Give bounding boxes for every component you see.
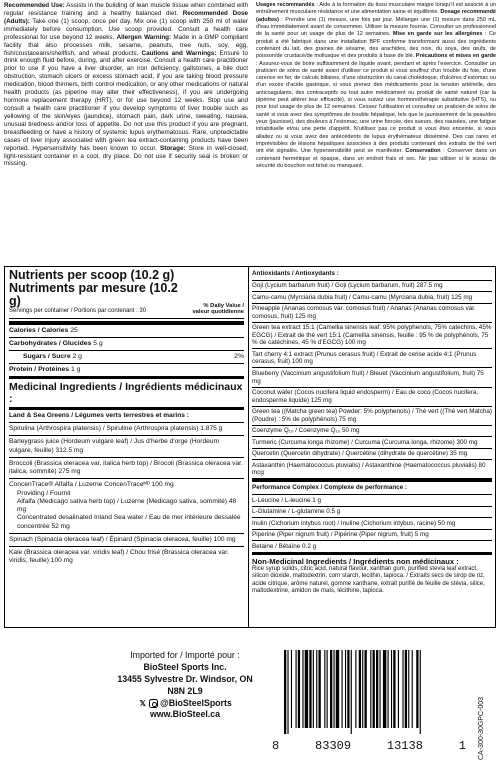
nutrition-header [9, 269, 244, 319]
antioxidant-row: Pineapple (Ananas comosus var. comosus fruit) / Ananas (Ananas comosus var. comosus, fruit) 125 mg [252, 304, 492, 323]
barcode [270, 650, 468, 753]
nutrition-medicinal-column [5, 267, 249, 627]
dosage-heading: Dosage recommandé (adultes) [256, 9, 496, 23]
performance-row: Betaine / Bétaïne 0.2 g [252, 542, 317, 550]
barcode-bar [298, 650, 300, 728]
sugars-row: Sugars / Sucre 2 g 2% [9, 351, 244, 364]
non-medicinal-title: Non-Medicinal Ingredients / Ingrédients non médicinaux : [252, 552, 492, 566]
barcode-bar [365, 650, 367, 728]
antioxidant-row: Green tea ((Matcha green tea) Powder: 5% polyphenols) / Thé vert ((Thé vert Matcha) (Poudre) : 5% de polyphénols) 75 mg [252, 407, 492, 426]
precautions-text: : Assurez-vous de boire suffisamment de liquide avant, pendant et après l'exercice. Consulter un praticien de soins de santé avant d'utiliser ce produit si vous souffrez d'un trouble du foie, d'une carence en fer, de calculs biliaires, d'une obstruction du canal cholédoque, d'ulcères d'estomac ou d'un excès d'acide gastrique, si vous prenez des médicaments pour la tension artérielle, des anticoagulants, des contraceptifs ou tout autre médicament ou produit de santé naturel (car la pipérine peut altérer leur efficacité), si vous suivez une hormonothérapie substitutive (HTS), ou pour tout usage de plus de 12 semaines. Cessez l'utilisation et consultez un praticien de soins de santé si vous avez des symptômes de trouble hépatique, tels que le jaunissement de la peau/des yeux (jaunisse), des douleurs à l'estomac, une urine foncée, des sueurs, des nausées, une fatigue inhabituelle et/ou une perte d'appétit. N'utilisez pas ce produit si vous êtes enceinte, si vous allaitez ou si vous avez des antécédents de lupus érythémateux disséminé. Des cas rares et imprévisibles de lésions hépatiques associées à des produits contenant des extraits de thé vert ont été signalés. Une hypersensibilité peut se manifester. [256, 60, 496, 155]
allergen-text: Made in a GMP compliant facility that also processes milk, sesame, peanuts, tree nuts, soy, egg, fish/crustaceans/shellfish, and wheat products. [4, 33, 248, 57]
x-icon: 𝕏 [139, 698, 146, 708]
usages-text: : Aide à la formation du tissu musculaire maigre lorsqu'il est associé à un entraînement musculaire résistance et une alimentation saine et équilibrée. [256, 2, 496, 16]
imported-for: Imported for / Importé pour : [130, 650, 240, 660]
barcode-bar [327, 650, 328, 728]
antioxidant-row: Goji (Lycium barbarum fruit) / Goji (Lycium barbarum, fruit) 287.5 mg [252, 281, 492, 293]
barcode-bar [302, 650, 303, 728]
website: www.BioSteel.ca [149, 709, 221, 720]
barcode-bar [355, 650, 356, 728]
barcode-bar [420, 650, 421, 734]
storage-text: Store in well-closed, light-resistant container in a cool, dry place. Do not use if security seal is broken or missing. [4, 144, 248, 168]
barcode-bar [398, 650, 399, 728]
barcode-bar [324, 650, 325, 728]
barcode-bar [359, 650, 361, 728]
antioxidants-column [249, 267, 495, 627]
recommended-use-heading: Recommended Use: [4, 2, 65, 9]
english-directions [4, 2, 248, 264]
barcode-bar [316, 650, 317, 728]
barcode-bar [408, 650, 409, 728]
storage-heading: Storage: [160, 144, 186, 152]
allergenes-text: : Ce produit a été fabriqué dans une installation BPF conforme transformant aussi des ingrédients contenant du lait, des graines de sésame, des arachides, des noix, du soya, des œufs, de poisson/de crustacé/de mollusque et des produits à base de blé. [256, 31, 496, 60]
performance-row: L-Leucine / L-leucine 1 g [252, 495, 492, 507]
barcode-bar [296, 650, 297, 728]
barcode-bar [347, 650, 349, 728]
barcode-bar [393, 650, 395, 728]
label-text-columns [4, 2, 496, 264]
barcode-bar [342, 650, 343, 728]
usages-heading: Usages recommandés [256, 2, 315, 8]
sugars-dv: 2% [234, 352, 244, 360]
barcode-bar [402, 650, 403, 728]
performance-row: Inulin (Cichorium intybus root) / Inuline (Cichorium intybus, racine) 50 mg [252, 518, 492, 530]
antioxidant-row: Tart cherry 4:1 extract (Prunus cerasus fruit) / Extrait de cerise acide 4:1 (Prunus cerasus, fruit) 100 mg [252, 349, 492, 368]
barcode-bar [345, 650, 346, 728]
precautions-heading: Précautions et mises en garde [415, 53, 496, 60]
company-name: BioSteel Sports Inc. [143, 661, 227, 672]
performance-row: Piperine (Piper nigrum fruit) / Pipérine (Piper nigrum, fruit) 5 mg [252, 530, 492, 542]
antioxidants-heading: Antioxidants / Antioxydants : [252, 269, 492, 281]
performance-row: L-Glutamine / L-glutamine 0.5 g [252, 507, 492, 519]
barcode-bar [305, 650, 308, 728]
medicinal-ingredients-title: Medicinal Ingredients / Ingrédients médicinaux : [9, 381, 243, 405]
barcode-bar [416, 650, 418, 728]
social-handle: @BioSteelSports [160, 697, 232, 708]
barcode-bar [319, 650, 321, 728]
barcode-bar [351, 650, 352, 734]
barcode-digits: 8 83309 13138 1 [272, 739, 466, 753]
barcode-bar [313, 650, 314, 728]
dosage-text: : Prendre une (1) mesure, une fois par jour. Mélanger une (1) mesure dans 250 mL d'eau immédiatement avant de consommer. Utiliser la mesure fournie. Consulter un professionnel de la santé pour un usage de plus de 12 semaines. [256, 16, 496, 38]
antioxidant-row: Green tea extract 15:1 (Camellia sinensis leaf: 95% polyphenols, 75% catechins, 45% EGCG) / Extrait de thé vert 15:1 (Camellia sinensis, feuille : 95 % de polyphénols, 75 % de catéchines, 45 % d'EGCG) 100 mg [252, 323, 492, 350]
barcode-bar [376, 650, 378, 728]
conservation-text: : Conserver dans un contenant hermétique et opaque, dans un endroit frais et sec. Ne pas utiliser si le sceau de sécurité du bouchon est brisé ou manquant. [256, 148, 496, 169]
importer-block [110, 650, 260, 721]
antioxidant-row: Coconut water (Cocos nucifera liquid endosperm) / Eau de coco (Cocos nucifera, endosperme liquide) 125 mg [252, 388, 492, 407]
nutrition-title-en: Nutrients per scoop (10.2 g) [9, 268, 175, 282]
antioxidant-row: Coenzyme Q₁₀ / Coenzyme Q₁₀ 50 mg [252, 426, 492, 438]
facts-panel [4, 266, 496, 628]
antioxidant-row: Turmeric (Curcuma longa rhizome) / Curcuma (Curcuma longa, rhizome) 300 mg [252, 437, 492, 449]
recommended-dose-text: Take one (1) scoop, once per day. Mix one (1) scoop with 250 ml of water immediately before consumption. Use scoop provided. Consult a health care professional for use beyond 12 weeks. [4, 17, 248, 41]
ingredient-spinach: Spinach (Spinacia oleracea leaf) / Épinard (Spinacia oleracea, feuille) 100 mg [9, 534, 244, 547]
barcode-bar [362, 650, 363, 728]
ingredient-kale: Kale (Brassica oleracea var. viridis leaf) / Chou frisé (Brassica oleracea var. viridis, feuille) 100 mg [9, 549, 229, 565]
barcode-bar [388, 650, 389, 728]
carbohydrates-row: Carbohydrates / Glucides 5 g [9, 338, 244, 351]
barcode-bar [333, 650, 334, 728]
antioxidant-row: Astaxanthin (Haematococcus pluvialis) / Astaxanthine (Haematococcus pluvialis) 80 mcg [252, 460, 492, 479]
barcode-bar [373, 650, 375, 728]
recommended-dose-heading: Recommended Dose (Adults): [4, 9, 248, 25]
barcode-bar [370, 650, 371, 728]
barcode-bar [405, 650, 407, 728]
allergen-heading: Allergen Warning: [116, 33, 172, 41]
daily-value-label: % Daily Value / valeur quotidienne [192, 302, 244, 316]
non-medicinal-text: Rice syrup solids, citric acid, natural flavour, xanthan gum, purified stevia leaf extract, silicon dioxide, maltodextrin, corn starch, lecithin, tapioca. / Extraits secs de sirop de riz, acide citrique, arôme naturel, gomme xanthane, extrait purifié de feuille de stévia, silice, maltodextrine, amidon de maïs, lécithine, tapioca. [252, 565, 485, 594]
barcode-bar [309, 650, 311, 728]
nutrition-title-fr: Nutriments par mesure (10.2 g) [9, 281, 178, 309]
cautions-text: Ensure to drink enough fluid before, during, and after exercise. Consult a health care practitioner prior to use if you have a liver disorder, an iron deficiency, gallstones, a bile duct obstruction, stomach ulcers or excess stomach acid, if you are taking blood pressure medication, blood thinners, birth control medication, or any other medications or natural health products (as piperine may alter their effectiveness), if you are undergoing hormone replacement therapy (HRT), or for use beyond 12 weeks. Stop use and consult a health care practitioner if you develop symptoms of liver trouble such as yellowing of the skin/eyes (jaundice), stomach pain, dark urine, sweating, nausea, unusual tiredness and/or loss of appetite. Do not use this product if you are pregnant, breastfeeding or have a history of systemic lupus erythematosus. Rare, unpredictable cases of liver injury associated with green tea extract-containing products have been reported. Hypersensitivity has been known to occur. [4, 49, 248, 152]
instagram-icon [149, 699, 158, 708]
servings-per-container: Servings per container / Portions par contenant : 30 [9, 308, 147, 315]
allergenes-heading: Mise en garde sur les allergènes [392, 31, 483, 38]
ingredient-barleygrass: Barleygrass juice (Hordeum vulgare leaf) / Jus d'herbe d'orge (Hordeum vulgare, feuille) 312.5 mg [9, 436, 244, 457]
social-handles [110, 698, 260, 710]
company-address: 13455 Sylvestre Dr. Windsor, ON N8N 2L9 [117, 673, 253, 696]
barcode-bar [336, 650, 339, 728]
cautions-heading: Cautions and Warnings: [141, 49, 217, 57]
ingredient-spirulina: Spirulina (Arthrospira platensis) / Spiruline (Arthrospira platensis) 1.875 g [9, 423, 244, 436]
barcode-bars [270, 650, 468, 736]
land-sea-greens-heading: Land & Sea Greens / Légumes verts terrestres et marins : [9, 407, 244, 423]
barcode-bar [291, 650, 292, 728]
antioxidant-row: Blueberry (Vaccinium angustifolium fruit) / Bleuet (Vaccinium angustifolium, fruit) 75 mg [252, 368, 492, 387]
barcode-bar [379, 650, 380, 728]
recommended-use-text: Assists in the building of lean muscle tissue when combined with regular resistance training and a healthy balanced diet. [4, 2, 248, 17]
ingredient-concentrace: ConcenTrace® Alfalfa / Luzerne ConcenTraceᴹᴰ 100 mg Providing / Fournit Alfalfa (Medicago sativa herb top) / Luzerne (Medicago sativa, sommité) 48 mg Concentrated desalinated Inland Sea water / Eau de mer intérieure dessalée concentrée 52 mg [9, 479, 244, 533]
barcode-bar [412, 650, 413, 728]
calories-row: Calories / Calories 25 [9, 325, 244, 338]
conservation-heading: Conservation [405, 148, 441, 155]
barcode-bar [383, 650, 386, 728]
protein-row: Protein / Protéines 1 g [9, 364, 244, 379]
ingredient-broccoli: Broccoli (Brassica oleracea var. italica herb top) / Brocoli (Brassica oleracea var. italica, sommité) 275 mg [9, 458, 244, 479]
barcode-bar [330, 650, 332, 728]
barcode-bar [284, 650, 286, 734]
performance-complex-heading: Performance Complex / Complexe de performance : [252, 479, 492, 495]
barcode-bar [287, 650, 288, 734]
barcode-bar [391, 650, 392, 728]
antioxidant-row: Camu-camu (Myrciaria dubia fruit) / Camu-camu (Myrciaria dubia, fruit) 125 mg [252, 292, 492, 304]
antioxidant-row: Quercetin (Quercetin dihydrate) / Quercétine (dihydrate de quercétine) 35 mg [252, 449, 492, 461]
lot-code: CA-300-30GPC-003 [478, 696, 485, 760]
french-directions [256, 2, 496, 264]
